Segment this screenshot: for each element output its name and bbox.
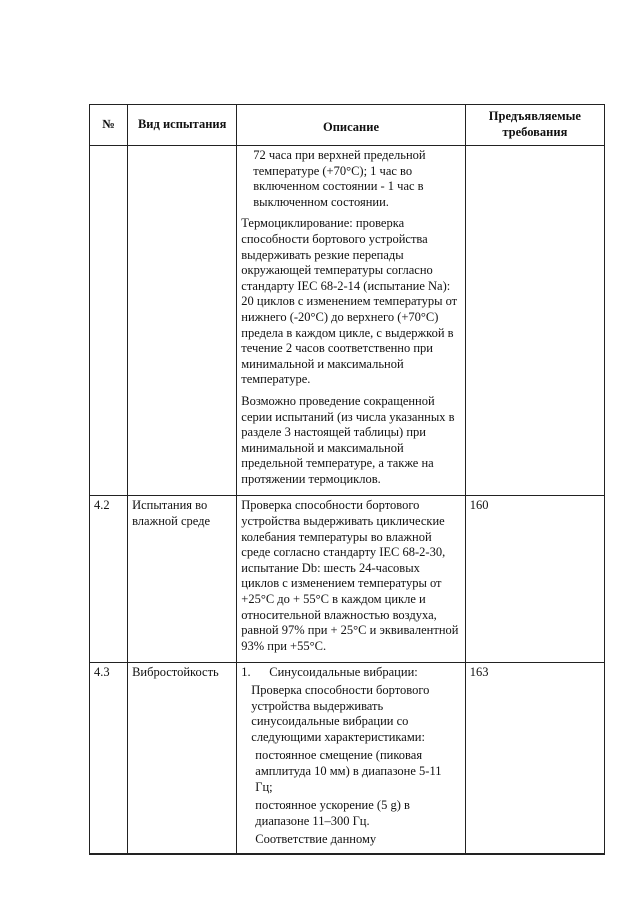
cell-requirements bbox=[465, 146, 604, 496]
cell-test-type: Испытания во влажной среде bbox=[128, 496, 237, 663]
table-header-row bbox=[90, 105, 605, 146]
list-heading bbox=[241, 665, 460, 681]
header-no: № bbox=[90, 105, 128, 146]
description-paragraph: Термоциклирование: проверка способности бортового устройства выдерживать резкие перепады окружающей температуры согласно стандарту IEC 68-2-14 (испытание Na): 20 циклов с изменением температуры от нижнего (-20°С) до верхнего (+70°С) предела в каждом цикле, с выдержкой в течение 2 часов соответственно при минимальной и максимальной температуре. bbox=[241, 216, 458, 387]
cell-no: 4.3 bbox=[90, 663, 128, 854]
description-paragraph: Возможно проведение сокращенной серии испытаний (из числа указанных в разделе 3 настоящей таблицы) при минимальной и максимальной предельной температуре, а также на протяжении термоциклов. bbox=[241, 393, 455, 486]
description-paragraph: Проверка способности бортового устройства выдерживать синусоидальные вибрации со следующими характеристиками: bbox=[251, 683, 430, 744]
list-item: постоянное смещение (пиковая амплитуда 10 мм) в диапазоне 5-11 Гц; bbox=[255, 748, 442, 794]
test-requirements-table bbox=[89, 104, 605, 855]
header-test-type: Вид испытания bbox=[128, 105, 237, 146]
table-row bbox=[90, 146, 605, 496]
header-description: Описание bbox=[237, 105, 465, 146]
cell-description bbox=[237, 146, 465, 496]
list-number: 1. bbox=[241, 665, 251, 680]
cell-no bbox=[90, 146, 128, 496]
table-row bbox=[90, 663, 605, 854]
cell-description bbox=[237, 496, 465, 663]
cell-test-type bbox=[128, 146, 237, 496]
cell-no: 4.2 bbox=[90, 496, 128, 663]
cell-requirements: 163 bbox=[465, 663, 604, 854]
list-item: постоянное ускорение (5 g) в диапазоне 11–300 Гц. bbox=[255, 798, 410, 828]
cell-test-type: Вибростойкость bbox=[128, 663, 237, 854]
list-item: Соответствие данному bbox=[255, 832, 377, 847]
description-paragraph: Проверка способности бортового устройства выдерживать циклические колебания температуры во влажной среде согласно стандарту IEC 68-2-30, испытание Db: шесть 24-часовых циклов с изменением температуры от +25°С до + 55°С в каждом цикле и относительной влажностью воздуха, равной 97% при + 25°С и эквивалентной 93% при +55°С. bbox=[241, 498, 459, 653]
list-title: Синусоидальные вибрации: bbox=[269, 665, 418, 680]
header-requirements: Предъявляемые требования bbox=[465, 105, 604, 146]
cell-description bbox=[237, 663, 465, 854]
description-paragraph: 72 часа при верхней предельной температуре (+70°С); 1 час во включенном состоянии - 1 час в выключенном состоянии. bbox=[253, 148, 426, 209]
table-row bbox=[90, 496, 605, 663]
cell-requirements: 160 bbox=[465, 496, 604, 663]
